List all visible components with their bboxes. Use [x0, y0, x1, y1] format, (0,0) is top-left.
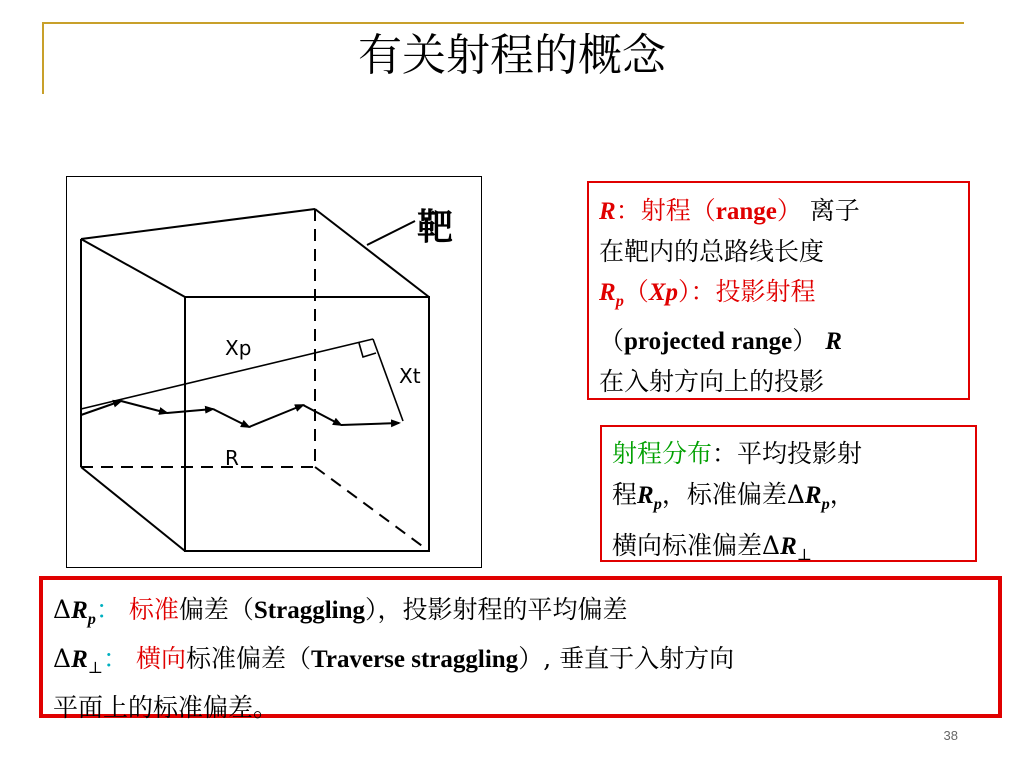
straggling-row-3: 平面上的标准偏差。 — [53, 693, 279, 722]
subscript: ⊥ — [87, 658, 104, 677]
text: 横向标准偏差Δ — [612, 531, 781, 560]
range-line-5: 在入射方向上的投影 — [599, 367, 825, 396]
ion-path-segment — [121, 401, 167, 413]
ion-path-segment — [249, 405, 303, 427]
dist-line-3 — [612, 525, 965, 575]
straggling-row-2 — [53, 639, 988, 688]
delta-symbol: Δ — [53, 644, 72, 673]
colon: ： — [95, 595, 121, 624]
colon: ： — [615, 196, 641, 225]
delta-symbol: Δ — [53, 595, 72, 624]
page-number: 38 — [943, 728, 958, 743]
colon: ： — [103, 644, 129, 673]
range-line-4 — [599, 321, 958, 362]
symbol-r: R — [780, 533, 797, 560]
straggling-row-1 — [53, 590, 988, 639]
ion-path-segment — [213, 409, 249, 427]
diagram-svg — [67, 177, 481, 567]
text: ），投影射程的平均偏差 — [365, 595, 628, 624]
range-definition-box — [587, 181, 970, 400]
symbol-r: R — [637, 482, 654, 509]
symbol-r: R — [71, 597, 88, 624]
term-traverse-straggling-en: Traverse straggling — [311, 646, 519, 673]
paren-close: ）： — [678, 277, 716, 306]
subscript: p — [87, 610, 96, 628]
label-r: R — [225, 446, 239, 470]
top-gold-rule — [42, 22, 964, 24]
text: ， — [829, 480, 855, 509]
symbol-xp: Xp — [648, 279, 679, 306]
subscript: p — [653, 495, 662, 513]
term-range-en: range — [715, 198, 777, 225]
text: ）, 垂直于入射方向 — [518, 644, 735, 673]
text: ，标准偏差Δ — [661, 480, 805, 509]
text: 程 — [612, 480, 638, 509]
symbol-r: R — [71, 646, 88, 673]
cube-back-top — [81, 209, 315, 239]
right-angle-mark — [359, 343, 376, 357]
subscript: p — [821, 495, 830, 513]
term-distribution: 射程分布 — [612, 439, 713, 468]
term-standard: 标准 — [128, 595, 179, 624]
target-leader-line — [367, 221, 415, 245]
text: 标准偏差（ — [186, 644, 312, 673]
paren-open: （ — [623, 277, 649, 306]
label-target: 靶 — [417, 207, 454, 248]
paren-close: ） — [776, 196, 802, 225]
paren-open: （ — [599, 326, 625, 355]
ion-path-segment — [303, 405, 341, 425]
text: 偏差（ — [178, 595, 254, 624]
dist-line-2 — [612, 474, 965, 525]
label-xt: Xt — [399, 364, 421, 388]
term-range: 射程（ — [640, 196, 716, 225]
ion-path-segment — [167, 409, 213, 413]
term-projected-range-en: projected range — [624, 328, 793, 355]
term-projected-range: 投影射程 — [715, 277, 816, 306]
term-transverse: 横向 — [136, 644, 187, 673]
paren-close: ） — [792, 326, 818, 355]
dist-line-1 — [612, 433, 965, 474]
straggling-box — [39, 576, 1002, 722]
range-line-2: 在靶内的总路线长度 — [599, 237, 825, 266]
range-line-3 — [599, 272, 958, 321]
term-straggling-en: Straggling — [253, 597, 365, 624]
symbol-r: R — [599, 198, 616, 225]
symbol-r: R — [825, 328, 842, 355]
label-xp: Xp — [225, 336, 252, 360]
range-distribution-box — [600, 425, 977, 562]
text: 离子 — [809, 196, 860, 225]
page-title: 有关射程的概念 — [358, 30, 666, 81]
target-diagram — [66, 176, 482, 568]
range-line-1 — [599, 191, 958, 232]
cube-bottom-left — [81, 467, 185, 551]
ion-path-segment — [341, 423, 399, 425]
symbol-r: R — [804, 482, 822, 509]
text: ：平均投影射 — [712, 439, 863, 468]
cube-top-left — [81, 239, 185, 297]
symbol-r: R — [599, 279, 616, 306]
cube-hidden-depth — [315, 467, 429, 551]
subscript: p — [615, 292, 624, 310]
subscript: ⊥ — [796, 545, 813, 564]
